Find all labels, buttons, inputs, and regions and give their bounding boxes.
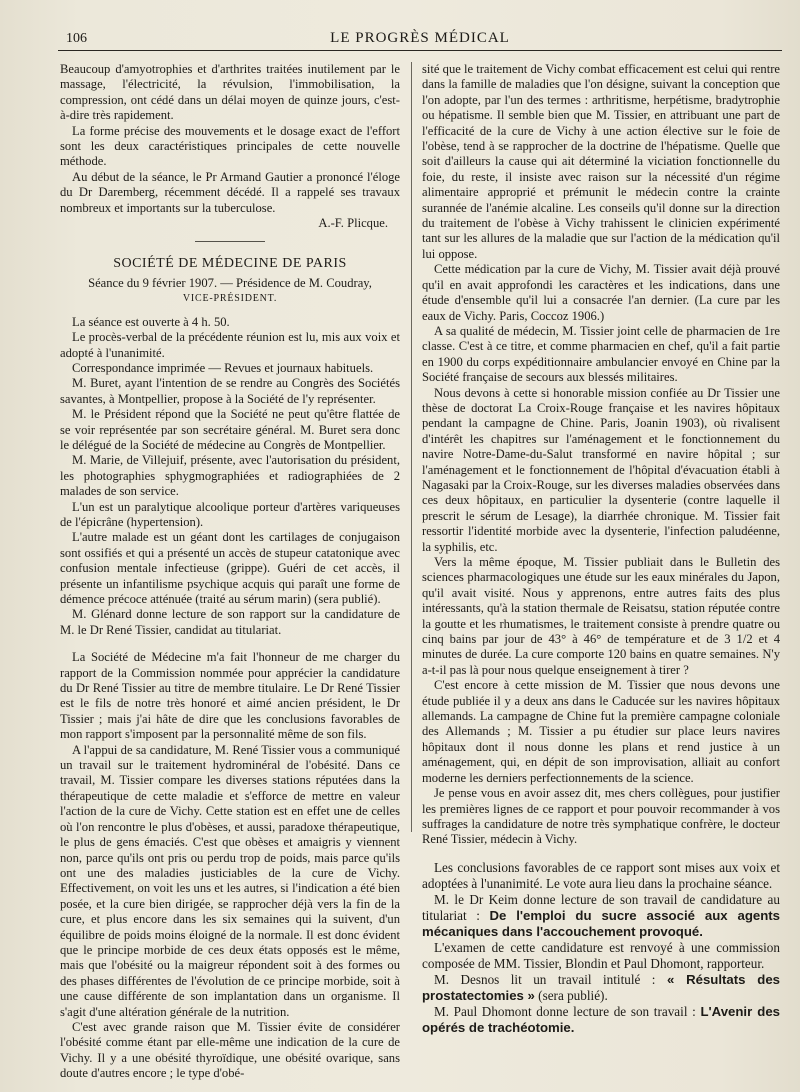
column-divider	[411, 62, 412, 832]
section-title: SOCIÉTÉ DE MÉDECINE DE PARIS	[113, 256, 347, 272]
paragraph: M. Buret, ayant l'intention de se rendre au Congrès des Sociétés savantes, à Montpellier, propose à la Société de l'y représenter.	[60, 376, 400, 406]
paragraph	[422, 892, 780, 940]
paragraph	[422, 1004, 780, 1036]
text-run: M. Paul Dhomont donne lecture de son travail :	[434, 1004, 701, 1019]
page-header	[58, 28, 782, 51]
paragraph: La forme précise des mouvements et le dosage exact de l'effort sont les deux caractéristiques principales de cette nouvelle méthode.	[60, 123, 400, 169]
right-column	[422, 62, 780, 848]
paragraph: Beaucoup d'amyotrophies et d'arthrites traitées inutilement par le massage, l'électricité, la révulsion, l'immobilisation, la compression, ont cédé dans un délai moyen de quinze jours, c'est-à-dire très rapidement.	[60, 62, 400, 123]
paragraph: Correspondance imprimée — Revues et journaux habituels.	[72, 360, 374, 375]
session-line: Séance du 9 février 1907. — Présidence de M. Coudray,	[88, 275, 372, 290]
paragraph: Le procès-verbal de la précédente réunion est lu, mis aux voix et adopté à l'unanimité.	[60, 330, 400, 360]
session-subtitle: VICE-PRÉSIDENT.	[182, 293, 278, 305]
work-title: L'Avenir des opérés de trachéotomie.	[422, 1004, 780, 1035]
bottom-section	[422, 860, 780, 1036]
paragraph: L'autre malade est un géant dont les cartilages de conjugaison sont ossifiés et qui a présenté un accès de stupeur catatonique avec confusion mentale infectieuse (grippe). Guéri de cet accès, il présente un infantilisme psychique acquis qui paraît une forme de démence précoce atténuée (traité au sérum marin) (sera publié).	[60, 530, 400, 606]
paragraph: C'est encore à cette mission de M. Tissier que nous devons une étude publiée il y a deux ans dans le Caducée sur les navires hôpitaux allemands. La campagne de Chine fut la première campagne coloniale des Allemands ; M. Tissier a pu étudier sur place leurs navires hôpitaux dont il nous donne les plans et rend justice à un aménagement, qui, en dépit de son improvisation, alliait au confort moderne les derniers perfectionnements de la science.	[422, 678, 780, 785]
work-title: De l'emploi du sucre associé aux agents mécaniques dans l'accouchement provoqué.	[422, 908, 780, 939]
paragraph: M. Glénard donne lecture de son rapport sur la candidature de M. le Dr René Tissier, candidat au titulariat.	[60, 607, 400, 637]
page-number: 106	[66, 31, 87, 46]
paragraph: La Société de Médecine m'a fait l'honneur de me charger du rapport de la Commission nommée pour apprécier la candidature du Dr René Tissier au titre de membre titulaire. Le Dr René Tissier est le fils de notre très honoré et aimé ancien président, le Dr Tissier ; mais j'ai hâte de dire que les conclusions favorables de mon rapport s'imposent par la personnalité même de son fils.	[60, 650, 400, 742]
paragraph: sité que le traitement de Vichy combat efficacement est celui qui rentre dans la famille de maladies que l'on désigne, suivant la conception que l'on adopte, par l'un des termes : arthritisme, herpétisme, bradytrophie ou hépatisme. Il semble bien que M. Tissier, en attribuant une part de l'efficacité de la cure de Vichy à une action élective sur le foie de l'obèse, tend à se rapprocher de la doctrine de l'hépatisme. Quelle que soit d'ailleurs la cause qui ait déterminé la viciation fonctionnelle du foie, du reste, il insiste avec raison sur la nécessité d'un régime alimentaire approprié et prémunit le médecin contre la crainte surannée de l'anémie alcaline. Les conseils qu'il donne sur la direction du traitement de l'obèse à Vichy trahissent le clinicien expérimenté tant sur les allures de la maladie que sur l'action de la médication qu'il lui oppose.	[422, 62, 780, 261]
paragraph: M. Marie, de Villejuif, présente, avec l'autorisation du président, les photographies sphygmographiées et radiographiées de 2 malades de son service.	[60, 453, 400, 499]
paragraph: Les conclusions favorables de ce rapport sont mises aux voix et adoptées à l'unanimité. Le vote aura lieu dans la prochaine séance.	[422, 860, 780, 891]
paragraph: L'un est un paralytique alcoolique porteur d'artères variqueuses de l'épicrâne (hypertension).	[60, 499, 400, 529]
text-run: M. Desnos lit un travail intitulé :	[434, 972, 667, 987]
paragraph: A sa qualité de médecin, M. Tissier joint celle de pharmacien de 1re classe. C'est à ce titre, et comme pharmacien en chef, qu'il a fait partie en 1900 du corps expéditionnaire ambulancier envoyé en Chine par la Société française de secours aux blessés militaires.	[422, 323, 780, 385]
journal-title: LE PROGRÈS MÉDICAL	[330, 30, 510, 46]
paragraph: Vers la même époque, M. Tissier publiait dans le Bulletin des sciences pharmacologiques une étude sur les eaux minérales du Japon, qu'il avait visité. Nous y apprenons, entre autres faits des plus intéressants, qu'à la station thermale de Reisatsu, station réputée contre la goutte et les rhumatismes, le traitement consiste à prendre quatre ou cinq bains par jour de 43° à 46° de température et de 3 1/2 et 4 minutes de durée. La cure comporte 120 bains en quatre semaines. N'y a-t-il pas là pour nous quelque enseignement à tirer ?	[422, 555, 780, 677]
paragraph	[422, 972, 780, 1004]
paragraph: C'est avec grande raison que M. Tissier évite de considérer l'obésité comme étant par elle-même une indication de la cure de Vichy. Il y a une obésité thyroïdique, une obésité ovarique, sans doute d'autres encore ; le type d'obé-	[60, 1019, 400, 1081]
paragraph: L'examen de cette candidature est renvoyé à une commission composée de MM. Tissier, Blondin et Paul Dhomont, rapporteur.	[422, 940, 780, 971]
work-title: « Résultats des prostatectomies »	[422, 972, 781, 1003]
section-rule	[195, 241, 265, 242]
text-run: M. le Dr Keim donne lecture de son travail de candidature au titulariat :	[422, 892, 780, 923]
text-run: (sera publié).	[534, 988, 608, 1003]
paragraph: M. le Président répond que la Société ne peut qu'être flattée de se voir représentée par son secrétaire général. M. Buret sera donc le délégué de la Société de médecine au Congrès de Montpellier.	[60, 407, 400, 452]
author-signature: A.-F. Plicque.	[318, 216, 388, 231]
spacer	[60, 638, 400, 650]
paragraph: Cette médication par la cure de Vichy, M. Tissier avait déjà prouvé qu'il en avait approfondi les caractères et les indications, dans une étude d'ensemble qu'il lui a consacrée l'an dernier. (La cure par les eaux de Vichy. Paris, Coccoz 1906.)	[422, 262, 780, 323]
paragraph: A l'appui de sa candidature, M. René Tissier vous a communiqué un travail sur le traitement hydrominéral de l'obésité. Dans ce travail, M. Tissier compare les diverses stations réputées dans la thérapeutique de cette maladie et s'efforce de mettre en valeur l'action de la cure de Vichy. Cette station est en effet une de celles où l'on rencontre le plus d'obèses, et aussi, paradoxe thérapeutique, le plus de gens émaciés. C'est que obèses et amaigris y viennent non, parce qu'ils ont pris ou perdu trop de poids, mais parce qu'ils ont une des maladies justiciables de la cure de Vichy. Effectivement, on voit les uns et les autres, si l'indication a été bien posée, et la cure bien dirigée, se rapprocher déjà vers la fin de la cure, et plus encore dans les six semaines qui la suivent, d'un équilibre de poids moins éloigné de la normale. Il est donc évident que le principe morbide de ces deux états opposés est le même, mais que l'obésité ou la maigreur répondent soit à des formes ou des phases différentes de l'évolution de ce principe morbide, soit à une cause différente de son implantation dans un organisme. Il s'agit d'une altération générale de la nutrition.	[60, 742, 400, 1019]
left-column	[60, 62, 400, 1082]
paragraph: La séance est ouverte à 4 h. 50.	[72, 314, 230, 329]
paragraph: Nous devons à cette si honorable mission confiée au Dr Tissier une thèse de doctorat La Croix-Rouge française et les navires hôpitaux pendant la campagne de Chine. Paris, Joanin 1903), où rivalisent d'intérêt les chapitres sur l'aménagement et le fonctionnement du navire Notre-Dame-du-Salut transformé en navire hôpital ; sur l'aménagement et le fonctionnement de l'hôpital d'évacuation établi à Nagasaki par la Croix-Rouge, sur les diverses maladies observées dans ces deux hôpitaux, en particulier la dysenterie (contre laquelle il prescrit le sérum de Lesage), la diarrhée chronique. M. Tissier fait ressortir l'identité morbide avec la dysenterie, l'infection paludéenne, la syphilis, etc.	[422, 385, 780, 554]
paragraph: Je pense vous en avoir assez dit, mes chers collègues, pour justifier les premières lignes de ce rapport et pour pouvoir recommander à vos suffrages la candidature de notre très symphatique confrère, le docteur René Tissier, médecin à Vichy.	[422, 786, 780, 847]
paragraph: Au début de la séance, le Pr Armand Gautier a prononcé l'éloge du Dr Daremberg, récemment décédé. Il a rappelé ses travaux nombreux et importants sur la tuberculose.	[60, 169, 400, 215]
